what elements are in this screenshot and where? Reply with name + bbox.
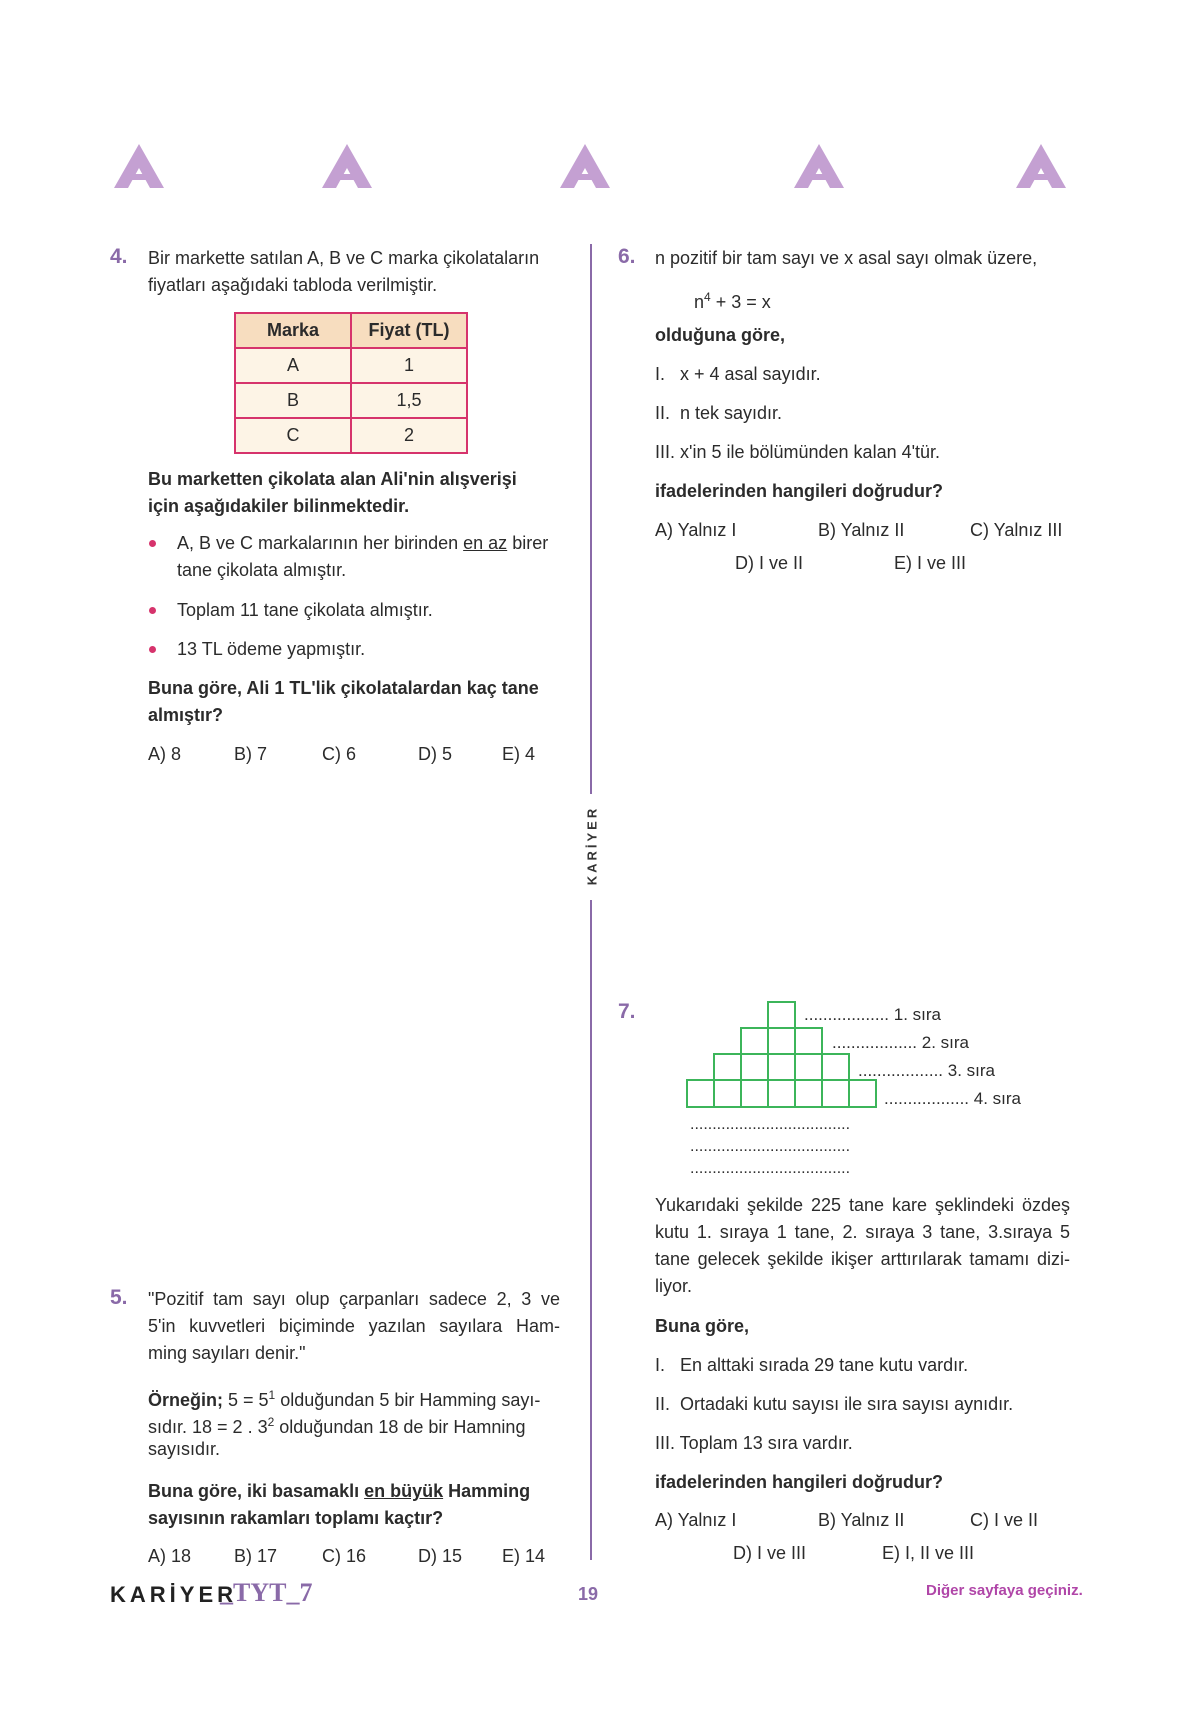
- q7-statement-1: I. En alttaki sırada 29 tane kutu vardır.: [655, 1355, 969, 1375]
- table-cell: 2: [351, 418, 467, 453]
- dotted-line: ....................................: [690, 1116, 851, 1133]
- footer-brand: KARİYER: [110, 1582, 238, 1607]
- table-cell: B: [235, 383, 351, 418]
- row-label-3: .................. 3. sıra: [858, 1061, 995, 1080]
- table-cell: A: [235, 348, 351, 383]
- side-brand: KARİYER: [584, 805, 600, 886]
- row-label-1: .................. 1. sıra: [804, 1005, 941, 1024]
- table-cell: C: [235, 418, 351, 453]
- q6-statement-3: III. x'in 5 ile bölümünden kalan 4'tür.: [655, 442, 941, 462]
- bullet-icon: [149, 540, 156, 547]
- q7-statement-3: III. Toplam 13 sıra vardır.: [655, 1433, 853, 1453]
- booklet-a-logo: [556, 140, 614, 192]
- q7-question: ifadelerinden hangileri doğrudur?: [655, 1472, 944, 1492]
- booklet-a-logo: [790, 140, 848, 192]
- dotted-line: ....................................: [690, 1160, 851, 1177]
- q4-intro-line1: Bir markette satılan A, B ve C marka çikolataların: [148, 248, 540, 268]
- q5-example-line2: sıdır. 18 = 2 . $3^2$ olduğundan 18 de bir Hamning: [148, 1415, 526, 1437]
- answer-option-c[interactable]: C) Yalnız III: [970, 520, 1063, 540]
- answer-option-d[interactable]: D) I ve II: [735, 553, 804, 573]
- dotted-line: ....................................: [690, 1138, 851, 1155]
- q5-question-line1: Buna göre, iki basamaklı en büyük Hamming: [148, 1481, 531, 1501]
- column-divider: [590, 900, 592, 1560]
- answer-option-a[interactable]: A) 8: [148, 744, 182, 764]
- q7-paragraph-line2: kutu 1. sıraya 1 tane, 2. sıraya 3 tane, 3.sıraya 5: [655, 1222, 1070, 1242]
- q6-equation: $n^4 + 3 = x$: [694, 290, 771, 312]
- answer-option-c[interactable]: C) I ve II: [970, 1510, 1039, 1530]
- answer-option-e[interactable]: E) 14: [502, 1546, 546, 1566]
- bullet-icon: [149, 646, 156, 653]
- answer-option-b[interactable]: B) 7: [234, 744, 268, 764]
- answer-option-c[interactable]: C) 16: [322, 1546, 367, 1566]
- q6-statement-2: II. n tek sayıdır.: [655, 403, 783, 423]
- q6-intro: n pozitif bir tam sayı ve x asal sayı olmak üzere,: [655, 248, 1038, 268]
- row-label-4: .................. 4. sıra: [884, 1089, 1021, 1108]
- answer-option-e[interactable]: E) 4: [502, 744, 536, 764]
- q7-paragraph-line4: liyor.: [655, 1276, 693, 1296]
- table-header: Marka: [235, 313, 351, 348]
- q5-line2: 5'in kuvvetleri biçiminde yazılan sayılara Ham-: [148, 1316, 560, 1336]
- page-number: 19: [578, 1584, 599, 1604]
- answer-option-a[interactable]: A) 18: [148, 1546, 192, 1566]
- q7-paragraph-line1: Yukarıdaki şekilde 225 tane kare şeklindeki özdeş: [655, 1195, 1070, 1215]
- booklet-a-logo: [318, 140, 376, 192]
- answer-option-e[interactable]: E) I ve III: [894, 553, 967, 573]
- q7-given: Buna göre,: [655, 1316, 750, 1336]
- q5-example-line3: sayısıdır.: [148, 1439, 221, 1459]
- q4-question-line2: almıştır?: [148, 705, 224, 725]
- q4-bullet2: Toplam 11 tane çikolata almıştır.: [177, 600, 433, 620]
- q5-line1: "Pozitif tam sayı olup çarpanları sadece 2, 3 ve: [148, 1289, 560, 1309]
- q5-example-line1: Örneğin; $5 = 5^1$ olduğundan 5 bir Hamming sayı-: [148, 1388, 541, 1410]
- q6-statement-1: I. x + 4 asal sayıdır.: [655, 364, 821, 384]
- column-divider: [590, 244, 592, 794]
- q4-bullet1-line2: tane çikolata almıştır.: [177, 560, 347, 580]
- question-number: 4.: [110, 245, 128, 268]
- booklet-a-logo: [1012, 140, 1070, 192]
- q4-given-line2: için aşağıdakiler bilinmektedir.: [148, 496, 410, 516]
- row-label-2: .................. 2. sıra: [832, 1033, 969, 1052]
- q5-question-line2: sayısının rakamları toplamı kaçtır?: [148, 1508, 444, 1528]
- q7-paragraph-line3: tane gelecek şekilde ikişer arttırılarak tamamı dizi-: [655, 1249, 1070, 1269]
- answer-option-a[interactable]: A) Yalnız I: [655, 1510, 737, 1530]
- footer-test-code: _TYT_7: [220, 1578, 313, 1607]
- answer-option-b[interactable]: B) Yalnız II: [818, 520, 905, 540]
- q4-bullet3: 13 TL ödeme yapmıştır.: [177, 639, 366, 659]
- booklet-a-logo: [110, 140, 168, 192]
- answer-option-c[interactable]: C) 6: [322, 744, 357, 764]
- answer-option-d[interactable]: D) I ve III: [733, 1543, 807, 1563]
- answer-option-d[interactable]: D) 5: [418, 744, 453, 764]
- q4-bullet1: A, B ve C markalarının her birinden en az birer: [177, 533, 549, 553]
- price-table: [234, 312, 468, 454]
- answer-option-b[interactable]: B) Yalnız II: [818, 1510, 905, 1530]
- answer-option-e[interactable]: E) I, II ve III: [882, 1543, 975, 1563]
- table-header: Fiyat (TL): [351, 313, 467, 348]
- question-number: 7.: [618, 1000, 636, 1023]
- answer-option-d[interactable]: D) 15: [418, 1546, 463, 1566]
- q6-given: olduğuna göre,: [655, 325, 785, 345]
- q4-given-line1: Bu marketten çikolata alan Ali'nin alışverişi: [148, 469, 517, 489]
- answer-option-b[interactable]: B) 17: [234, 1546, 278, 1566]
- question-number: 6.: [618, 245, 636, 268]
- q4-intro-line2: fiyatları aşağıdaki tabloda verilmiştir.: [148, 275, 438, 295]
- question-number: 5.: [110, 1286, 128, 1309]
- table-cell: 1: [351, 348, 467, 383]
- q6-question: ifadelerinden hangileri doğrudur?: [655, 481, 944, 501]
- q7-statement-2: II. Ortadaki kutu sayısı ile sıra sayısı aynıdır.: [655, 1394, 1014, 1414]
- q4-question-line1: Buna göre, Ali 1 TL'lik çikolatalardan kaç tane: [148, 678, 539, 698]
- next-page-note: Diğer sayfaya geçiniz.: [926, 1582, 1083, 1599]
- answer-option-a[interactable]: A) Yalnız I: [655, 520, 737, 540]
- q5-line3: ming sayıları denir.": [148, 1343, 306, 1363]
- table-cell: 1,5: [351, 383, 467, 418]
- bullet-icon: [149, 607, 156, 614]
